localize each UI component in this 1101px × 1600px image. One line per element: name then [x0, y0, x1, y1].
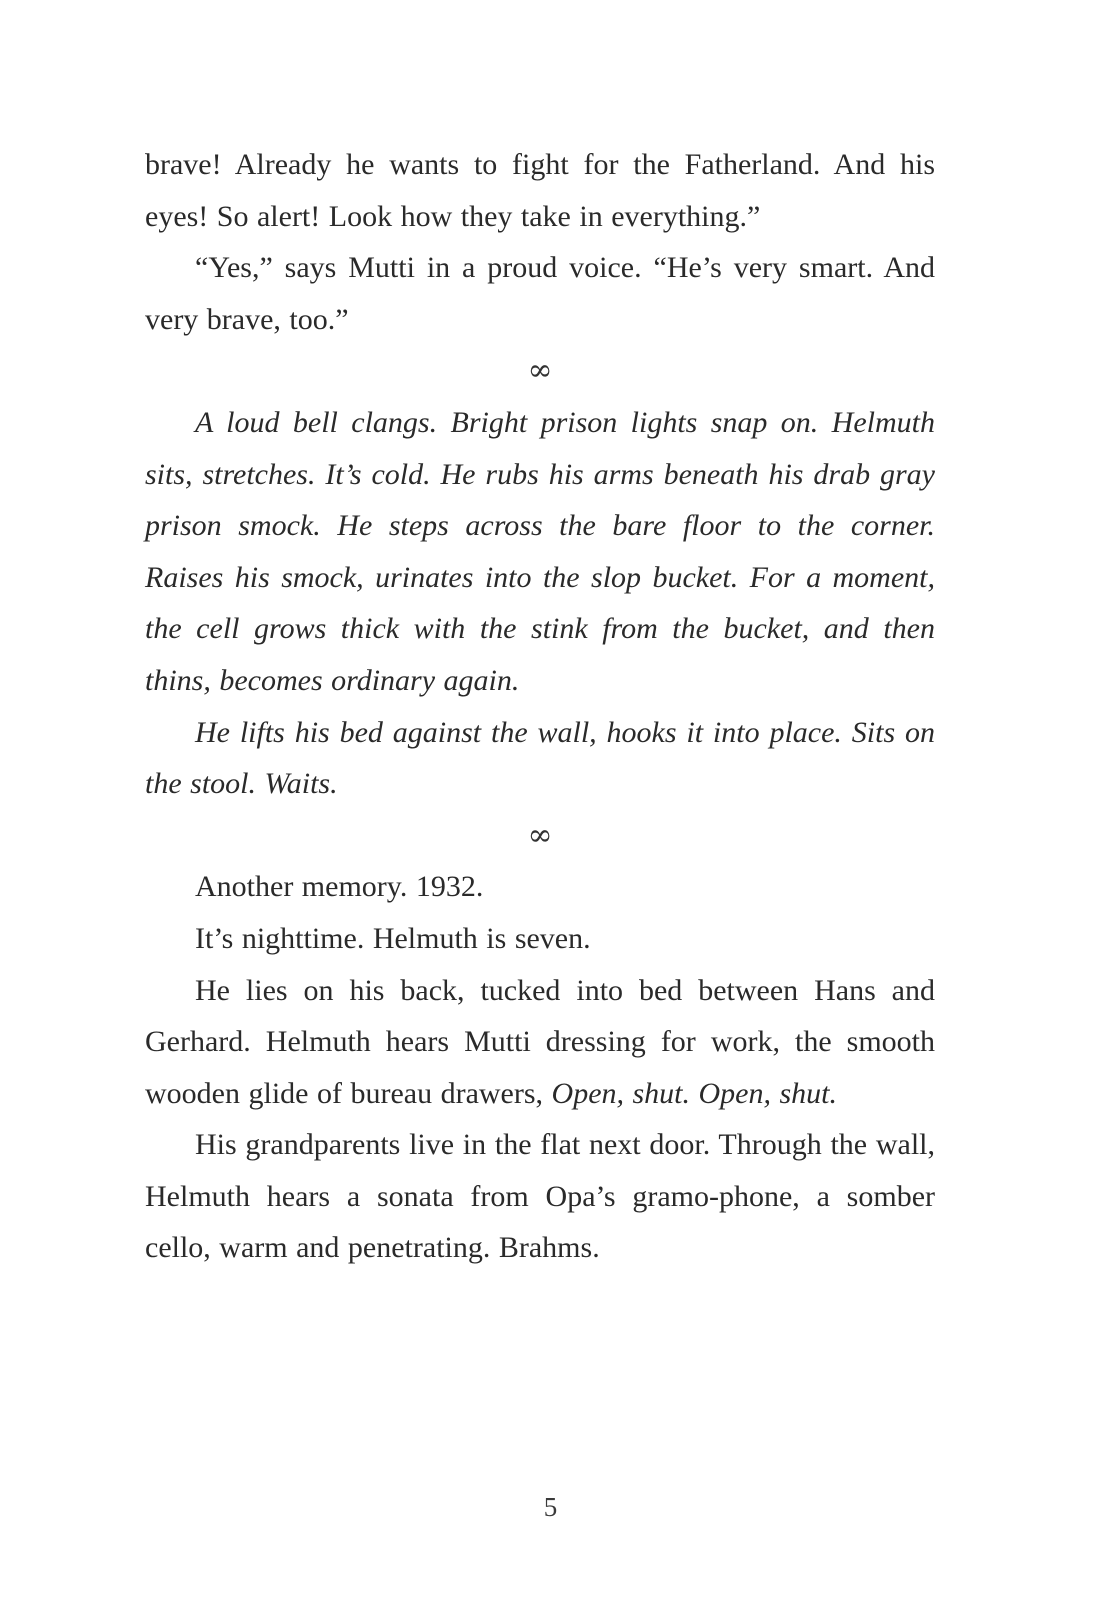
paragraph-grandparents: His grandparents live in the flat next door. Through the wall, Helmuth hears a sonata from Opa’s gramo-phone, a somber cello, warm and penetrating. Brahms.: [145, 1128, 935, 1265]
paragraph-bed-scene-text: He lies on his back, tucked into bed between Hans and Gerhard. Helmuth hears Mutti dressing for work, the smooth wooden glide of bureau drawers,: [145, 973, 935, 1110]
section-separator-infinity: ∞: [527, 817, 553, 853]
paragraph-bed-scene-italic: Open, shut. Open, shut.: [551, 1076, 838, 1110]
paragraph-mutti-reply: “Yes,” says Mutti in a proud voice. “He’s very smart. And very brave, too.”: [145, 251, 935, 336]
page-number: 5: [543, 1492, 558, 1522]
paragraph-another-memory: Another memory. 1932.: [195, 870, 484, 904]
paragraph-continuation: brave! Already he wants to fight for the Fatherland. And his eyes! So alert! Look how they take in everything.”: [145, 148, 935, 233]
paragraph-prison-morning: A loud bell clangs. Bright prison lights snap on. Helmuth sits, stretches. It’s cold. He rubs his arms beneath his drab gray prison smock. He steps across the bare floor to the corner. Raises his smock, urinates into the slop bucket. For a moment, the cell grows thick with the stink from the bucket, and then thins, becomes ordinary again.: [145, 405, 935, 697]
paragraph-prison-waits: He lifts his bed against the wall, hooks it into place. Sits on the stool. Waits.: [145, 715, 935, 801]
section-separator-infinity: ∞: [527, 353, 553, 389]
paragraph-nighttime: It’s nighttime. Helmuth is seven.: [195, 921, 591, 955]
paragraph-bed-scene: [145, 965, 935, 1120]
page-body: [145, 139, 935, 1274]
